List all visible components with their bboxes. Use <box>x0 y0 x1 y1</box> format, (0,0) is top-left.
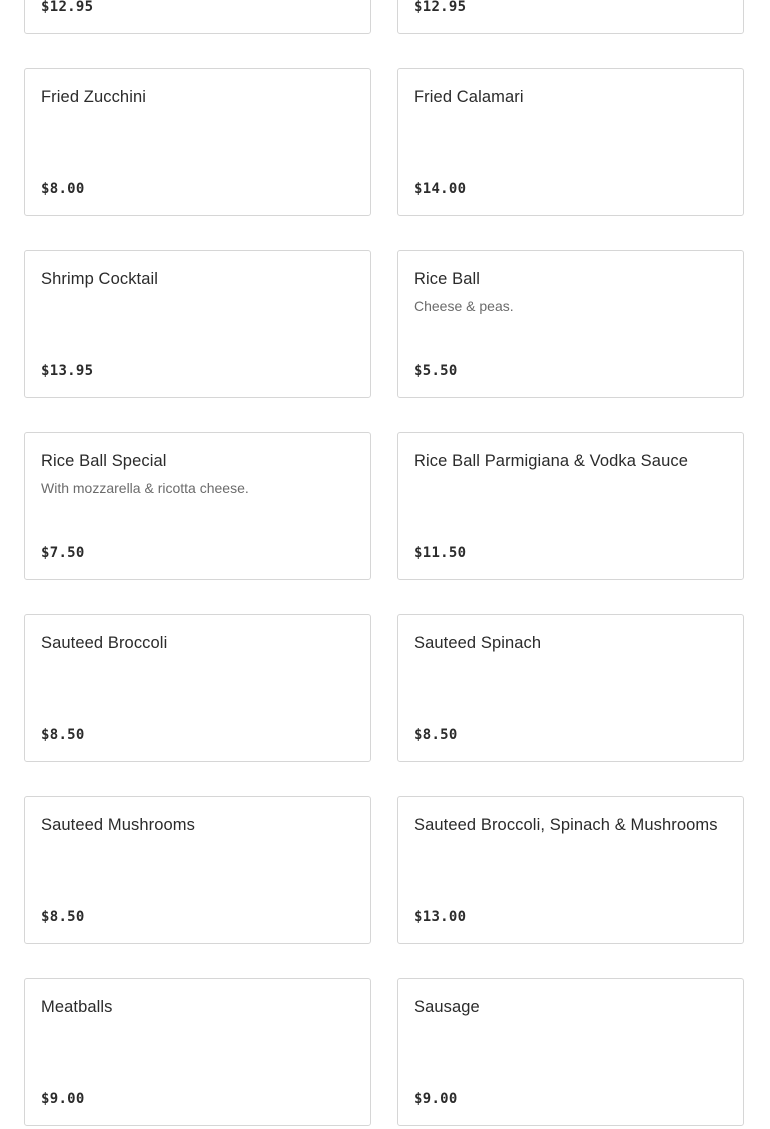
menu-item-price: $11.50 <box>414 545 467 561</box>
menu-item-card[interactable] <box>397 68 744 216</box>
menu-item-name: Fried Zucchini <box>41 88 147 106</box>
menu-item-price: $12.95 <box>41 0 94 15</box>
menu-item-price: $13.95 <box>41 363 94 379</box>
menu-item-name: Sausage <box>414 998 480 1016</box>
menu-item-price: $14.00 <box>414 181 467 197</box>
menu-item-description: Cheese & peas. <box>414 298 514 314</box>
menu-item-card[interactable] <box>24 0 371 34</box>
menu-item-card[interactable] <box>397 250 744 398</box>
menu-item-name: Rice Ball Special <box>41 452 167 470</box>
menu-item-price: $7.50 <box>41 545 85 561</box>
menu-item-price: $9.00 <box>414 1091 458 1107</box>
menu-item-card[interactable] <box>24 432 371 580</box>
menu-item-name: Sauteed Spinach <box>414 634 542 652</box>
menu-item-card[interactable] <box>24 250 371 398</box>
menu-item-card[interactable] <box>397 978 744 1126</box>
menu-item-card[interactable] <box>24 614 371 762</box>
menu-item-name: Rice Ball <box>414 270 481 288</box>
menu-item-card[interactable] <box>24 68 371 216</box>
menu-item-price: $12.95 <box>414 0 467 15</box>
menu-item-card[interactable] <box>24 796 371 944</box>
menu-item-card[interactable] <box>397 432 744 580</box>
menu-item-price: $8.50 <box>41 727 85 743</box>
menu-item-name: Meatballs <box>41 998 113 1016</box>
menu-item-name: Shrimp Cocktail <box>41 270 159 288</box>
menu-item-name: Sauteed Broccoli <box>41 634 168 652</box>
menu-item-price: $8.50 <box>414 727 458 743</box>
menu-item-price: $8.00 <box>41 181 85 197</box>
menu-item-price: $5.50 <box>414 363 458 379</box>
menu-item-price: $13.00 <box>414 909 467 925</box>
menu-item-name: Fried Calamari <box>414 88 524 106</box>
menu-item-card[interactable] <box>397 0 744 34</box>
menu-item-price: $8.50 <box>41 909 85 925</box>
menu-item-description: With mozzarella & ricotta cheese. <box>41 480 249 496</box>
menu-item-name: Rice Ball Parmigiana & Vodka Sauce <box>414 452 688 470</box>
menu-item-price: $9.00 <box>41 1091 85 1107</box>
menu-item-card[interactable] <box>24 978 371 1126</box>
menu-item-card[interactable] <box>397 614 744 762</box>
menu-item-name: Sauteed Mushrooms <box>41 816 195 834</box>
menu-item-name: Sauteed Broccoli, Spinach & Mushrooms <box>414 816 718 834</box>
menu-item-card[interactable] <box>397 796 744 944</box>
